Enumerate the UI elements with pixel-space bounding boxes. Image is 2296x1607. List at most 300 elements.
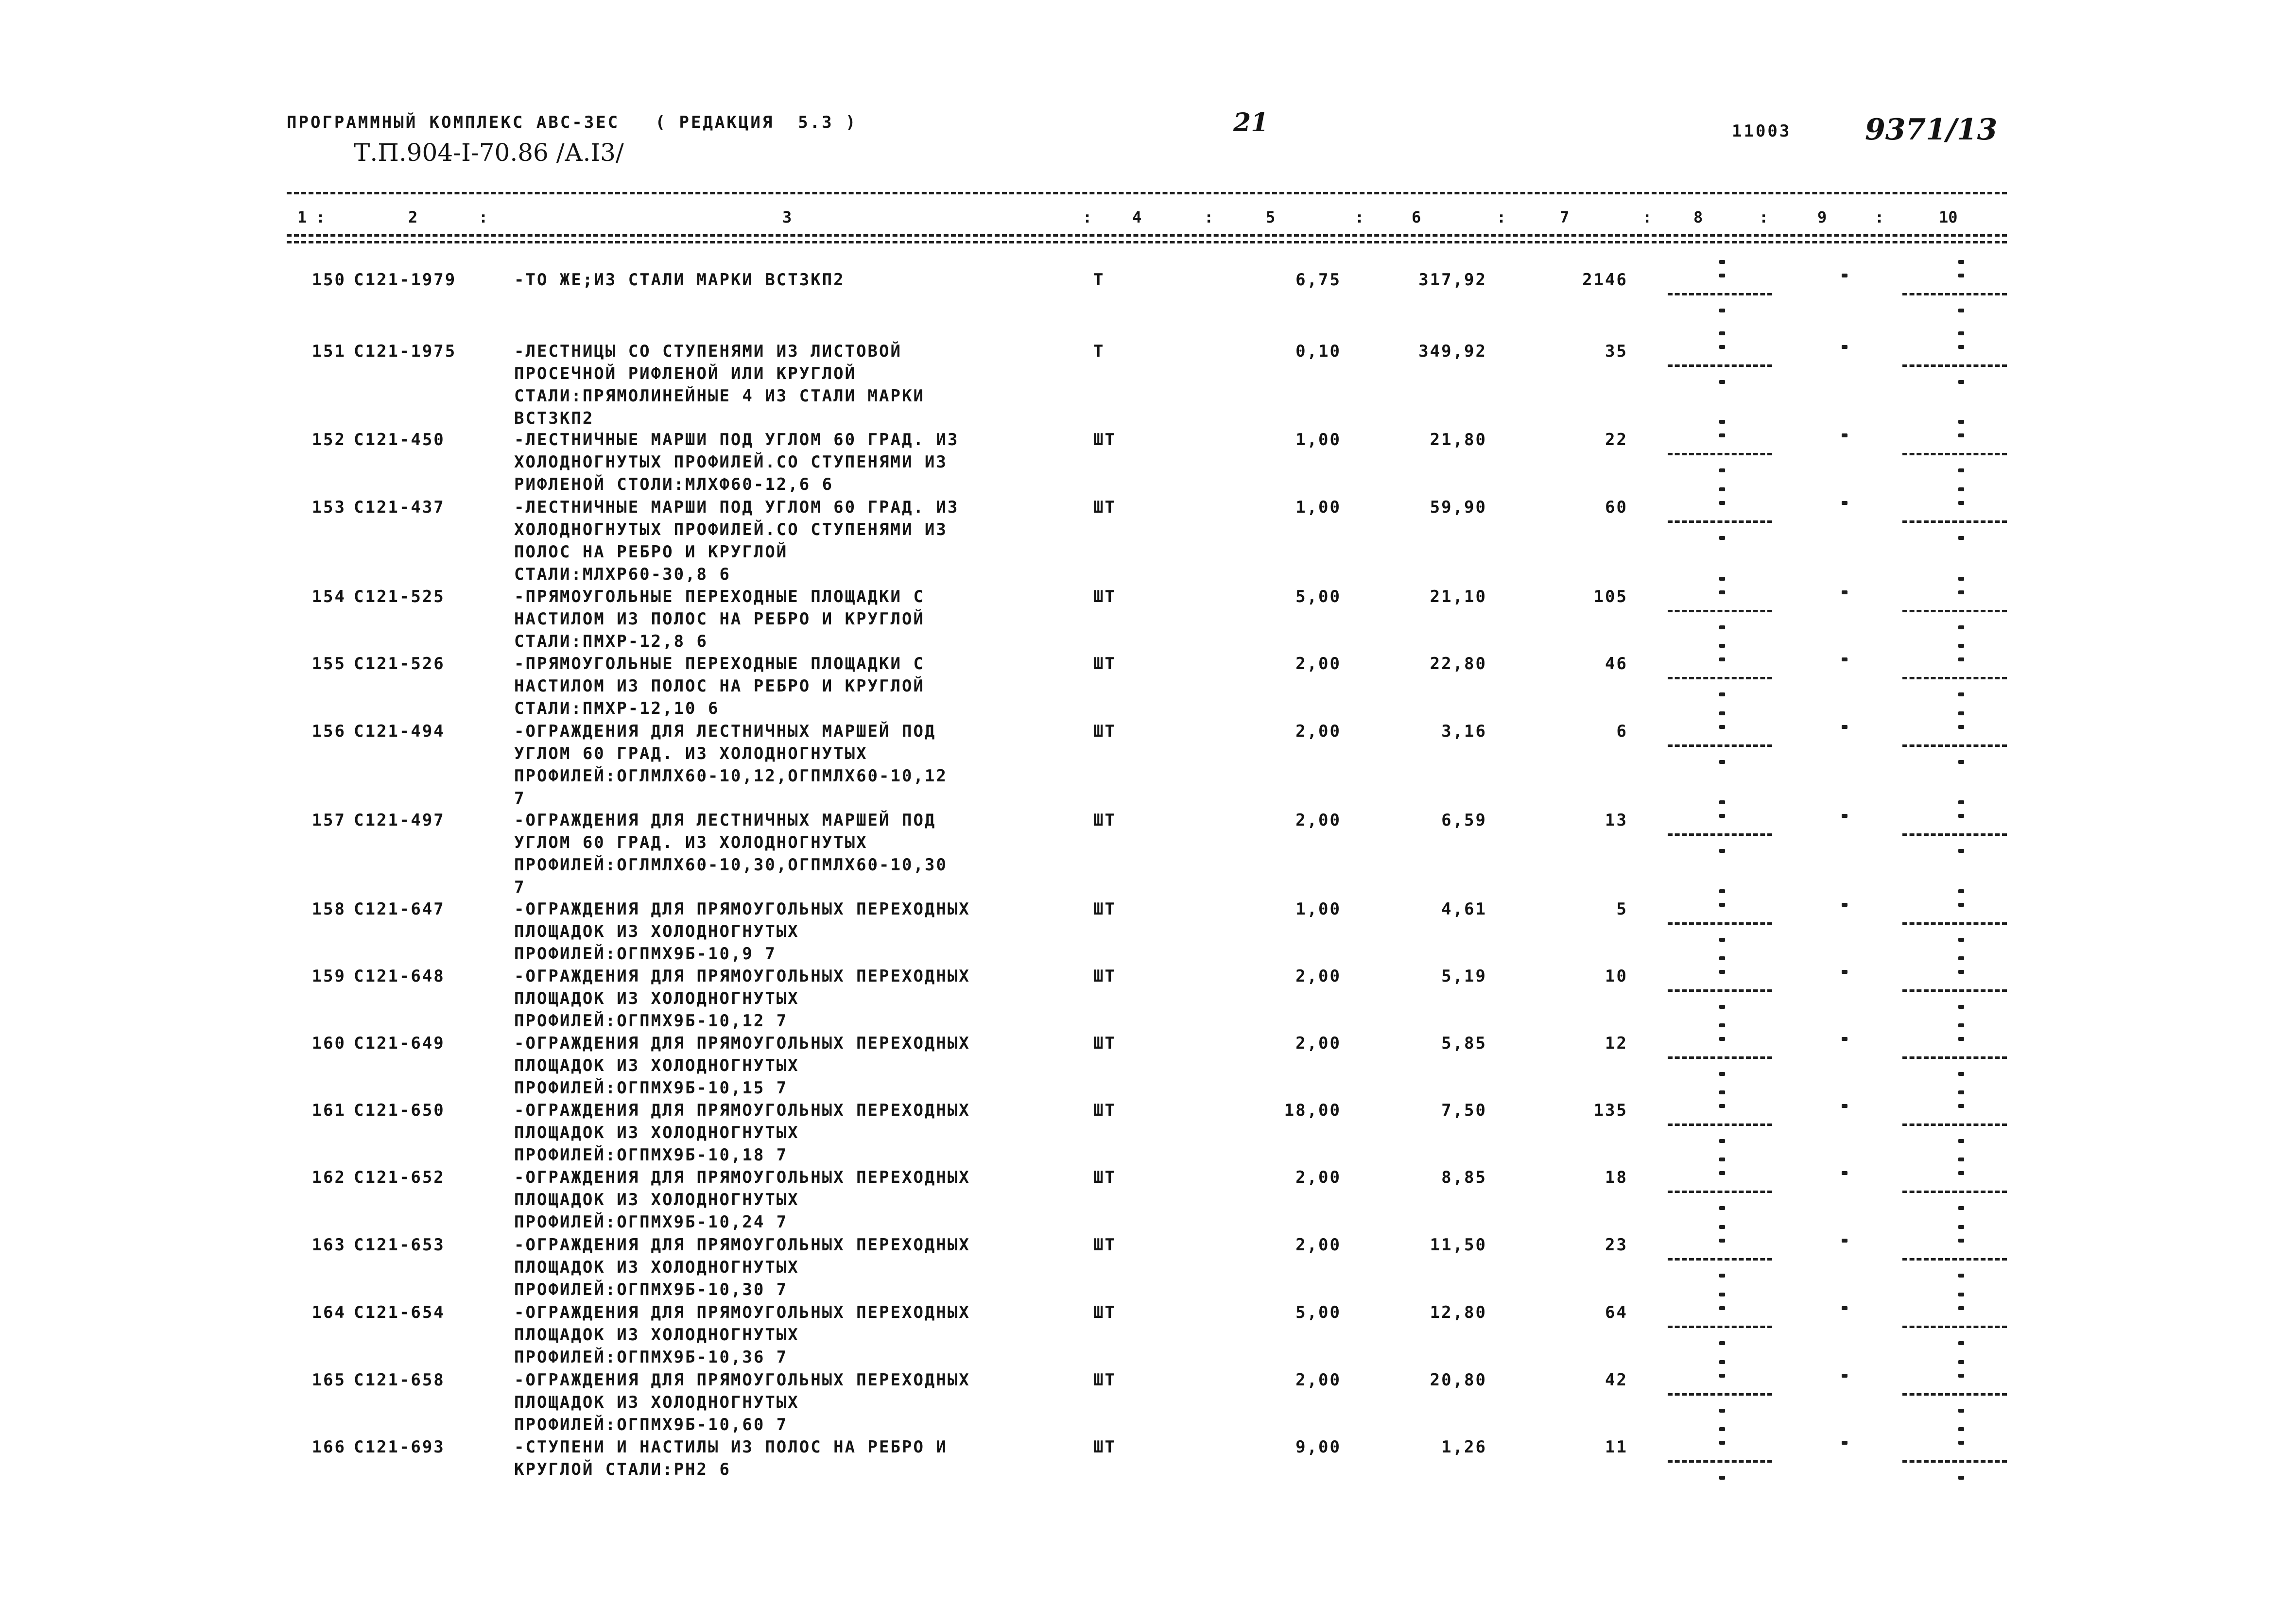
empty-marker — [1719, 1374, 1725, 1378]
empty-marker — [1719, 1206, 1725, 1210]
unit-price: 5,19 — [1441, 967, 1487, 986]
empty-marker — [1842, 1171, 1847, 1175]
empty-marker — [1842, 1306, 1847, 1310]
description-line: -ОГРАЖДЕНИЯ ДЛЯ ПРЯМОУГОЛЬНЫХ ПЕРЕХОДНЫХ — [514, 967, 970, 986]
unit: ШТ — [1093, 1034, 1116, 1053]
subtotal-rule — [1902, 744, 2007, 747]
empty-marker — [1719, 331, 1725, 335]
empty-marker — [1719, 487, 1725, 491]
subtotal-rule — [1668, 1393, 1772, 1396]
subtotal-rule — [1668, 677, 1772, 679]
sheet-number: 9371/13 — [1865, 113, 1998, 147]
empty-marker — [1719, 1072, 1725, 1076]
description-line: ПРОФИЛЕЙ:ОГПМХ9Б-10,9 7 — [514, 944, 777, 964]
empty-marker — [1719, 536, 1725, 540]
unit-price: 349,92 — [1418, 342, 1487, 361]
subtotal-rule — [1902, 520, 2007, 523]
description-line: -ОГРАЖДЕНИЯ ДЛЯ ПРЯМОУГОЛЬНЫХ ПЕРЕХОДНЫХ — [514, 1168, 970, 1187]
empty-marker — [1958, 725, 1964, 729]
empty-marker — [1719, 903, 1725, 907]
total-cost: 23 — [1605, 1235, 1628, 1255]
empty-marker — [1958, 1037, 1964, 1041]
empty-marker — [1958, 970, 1964, 974]
page-number: 21 — [1233, 108, 1269, 138]
unit: ШТ — [1093, 1303, 1116, 1322]
total-cost: 11 — [1605, 1437, 1628, 1457]
quantity: 2,00 — [1295, 967, 1341, 986]
empty-marker — [1719, 1104, 1725, 1108]
rate-code: С121-1975 — [354, 342, 457, 361]
subtotal-rule — [1668, 293, 1772, 295]
unit-price: 21,10 — [1430, 587, 1487, 606]
empty-marker — [1958, 260, 1964, 264]
empty-marker — [1958, 692, 1964, 696]
empty-marker — [1958, 487, 1964, 491]
row-number: 154 — [311, 587, 346, 606]
rate-code: С121-525 — [354, 587, 445, 606]
col-separator: : — [1204, 208, 1214, 226]
row-number: 165 — [311, 1370, 346, 1390]
quantity: 2,00 — [1295, 1370, 1341, 1390]
empty-marker — [1719, 657, 1725, 661]
description-line: -ОГРАЖДЕНИЯ ДЛЯ ПРЯМОУГОЛЬНЫХ ПЕРЕХОДНЫХ — [514, 1235, 970, 1255]
unit-price: 5,85 — [1441, 1034, 1487, 1053]
empty-marker — [1958, 331, 1964, 335]
rate-code: С121-652 — [354, 1168, 445, 1187]
unit: Т — [1093, 342, 1105, 361]
rate-code: С121-654 — [354, 1303, 445, 1322]
row-number: 160 — [311, 1034, 346, 1053]
empty-marker — [1719, 956, 1725, 960]
empty-marker — [1719, 1171, 1725, 1175]
empty-marker — [1958, 800, 1964, 804]
quantity: 0,10 — [1295, 342, 1341, 361]
col-header: 1 — [297, 208, 307, 226]
subtotal-rule — [1902, 1393, 2007, 1396]
empty-marker — [1958, 1274, 1964, 1278]
quantity: 1,00 — [1295, 498, 1341, 517]
subtotal-rule — [1668, 1460, 1772, 1463]
row-number: 153 — [311, 498, 346, 517]
total-cost: 10 — [1605, 967, 1628, 986]
description-line: УГЛОМ 60 ГРАД. ИЗ ХОЛОДНОГНУТЫХ — [514, 833, 868, 852]
subtotal-rule — [1902, 677, 2007, 679]
description-line: СТАЛИ:ПМХР-12,8 6 — [514, 632, 708, 651]
empty-marker — [1842, 1374, 1847, 1378]
empty-marker — [1958, 657, 1964, 661]
col-header: 5 — [1266, 208, 1276, 226]
empty-marker — [1958, 433, 1964, 437]
unit: ШТ — [1093, 587, 1116, 606]
empty-marker — [1958, 938, 1964, 942]
subtotal-rule — [1668, 922, 1772, 925]
total-cost: 105 — [1593, 587, 1628, 606]
unit: Т — [1093, 270, 1105, 290]
empty-marker — [1719, 590, 1725, 594]
empty-marker — [1958, 380, 1964, 384]
description-line: ХОЛОДНОГНУТЫХ ПРОФИЛЕЙ.СО СТУПЕНЯМИ ИЗ — [514, 452, 948, 472]
empty-marker — [1842, 725, 1847, 729]
subtotal-rule — [1902, 364, 2007, 367]
empty-marker — [1842, 501, 1847, 505]
empty-marker — [1958, 1239, 1964, 1243]
description-line: ПРОФИЛЕЙ:ОГПМХ9Б-10,24 7 — [514, 1212, 788, 1232]
document-code: 11003 — [1732, 121, 1792, 141]
empty-marker — [1842, 1037, 1847, 1041]
empty-marker — [1719, 970, 1725, 974]
rate-code: С121-647 — [354, 899, 445, 919]
description-line: -ОГРАЖДЕНИЯ ДЛЯ ПРЯМОУГОЛЬНЫХ ПЕРЕХОДНЫХ — [514, 1370, 970, 1390]
empty-marker — [1958, 760, 1964, 764]
col-separator: : — [479, 208, 488, 226]
rate-code: С121-650 — [354, 1101, 445, 1120]
unit: ШТ — [1093, 498, 1116, 517]
empty-marker — [1842, 970, 1847, 974]
description-line: ПРОФИЛЕЙ:ОГПМХ9Б-10,30 7 — [514, 1280, 788, 1299]
empty-marker — [1958, 536, 1964, 540]
empty-marker — [1958, 1158, 1964, 1161]
description-line: ПРОФИЛЕЙ:ОГПМХ9Б-10,15 7 — [514, 1078, 788, 1098]
empty-marker — [1958, 1206, 1964, 1210]
subtotal-rule — [1668, 610, 1772, 612]
table-top-rule — [287, 192, 2007, 194]
description-line: СТАЛИ:МЛХР60-30,8 6 — [514, 565, 731, 584]
description-line: ПРОФИЛЕЙ:ОГПМХ9Б-10,60 7 — [514, 1415, 788, 1434]
empty-marker — [1719, 1293, 1725, 1296]
empty-marker — [1719, 577, 1725, 581]
empty-marker — [1958, 644, 1964, 648]
total-cost: 64 — [1605, 1303, 1628, 1322]
unit: ШТ — [1093, 1235, 1116, 1255]
description-line: УГЛОМ 60 ГРАД. ИЗ ХОЛОДНОГНУТЫХ — [514, 744, 868, 763]
total-cost: 60 — [1605, 498, 1628, 517]
unit: ШТ — [1093, 1437, 1116, 1457]
empty-marker — [1719, 725, 1725, 729]
description-line: -ОГРАЖДЕНИЯ ДЛЯ ПРЯМОУГОЛЬНЫХ ПЕРЕХОДНЫХ — [514, 899, 970, 919]
rate-code: С121-1979 — [354, 270, 457, 290]
total-cost: 42 — [1605, 1370, 1628, 1390]
empty-marker — [1958, 274, 1964, 277]
subtotal-rule — [1668, 744, 1772, 747]
description-line: -ОГРАЖДЕНИЯ ДЛЯ ПРЯМОУГОЛЬНЫХ ПЕРЕХОДНЫХ — [514, 1034, 970, 1053]
empty-marker — [1719, 1341, 1725, 1345]
rate-code: С121-658 — [354, 1370, 445, 1390]
unit: ШТ — [1093, 1101, 1116, 1120]
subtotal-rule — [1668, 453, 1772, 455]
empty-marker — [1958, 577, 1964, 581]
subtotal-rule — [1668, 1123, 1772, 1126]
empty-marker — [1958, 625, 1964, 629]
description-line: НАСТИЛОМ ИЗ ПОЛОС НА РЕБРО И КРУГЛОЙ — [514, 676, 925, 696]
description-line: 7 — [514, 878, 526, 897]
subtotal-rule — [1902, 1460, 2007, 1463]
unit: ШТ — [1093, 430, 1116, 449]
description-line: -ЛЕСТНИЧНЫЕ МАРШИ ПОД УГЛОМ 60 ГРАД. ИЗ — [514, 430, 959, 449]
total-cost: 2146 — [1582, 270, 1628, 290]
empty-marker — [1958, 420, 1964, 424]
col-separator: : — [1497, 208, 1506, 226]
unit-price: 20,80 — [1430, 1370, 1487, 1390]
subtotal-rule — [1902, 293, 2007, 295]
subtotal-rule — [1668, 989, 1772, 992]
empty-marker — [1719, 1306, 1725, 1310]
empty-marker — [1719, 1005, 1725, 1009]
subtotal-rule — [1902, 1191, 2007, 1193]
unit-price: 11,50 — [1430, 1235, 1487, 1255]
col-header: 3 — [782, 208, 792, 226]
quantity: 9,00 — [1295, 1437, 1341, 1457]
unit: ШТ — [1093, 899, 1116, 919]
unit: ШТ — [1093, 722, 1116, 741]
quantity: 2,00 — [1295, 1034, 1341, 1053]
table-header-rule-2 — [287, 241, 2007, 243]
description-line: 7 — [514, 789, 526, 808]
description-line: ПОЛОС НА РЕБРО И КРУГЛОЙ — [514, 542, 788, 562]
col-header: 2 — [408, 208, 418, 226]
subtotal-rule — [1902, 453, 2007, 455]
quantity: 2,00 — [1295, 811, 1341, 830]
empty-marker — [1719, 1409, 1725, 1413]
rate-code: С121-494 — [354, 722, 445, 741]
description-line: ПРОСЕЧНОЙ РИФЛЕНОЙ ИЛИ КРУГЛОЙ — [514, 364, 857, 383]
empty-marker — [1958, 1427, 1964, 1431]
empty-marker — [1719, 420, 1725, 424]
row-number: 162 — [311, 1168, 346, 1187]
empty-marker — [1958, 1139, 1964, 1143]
rate-code: С121-526 — [354, 654, 445, 674]
empty-marker — [1958, 1374, 1964, 1378]
empty-marker — [1958, 849, 1964, 853]
unit-price: 8,85 — [1441, 1168, 1487, 1187]
total-cost: 12 — [1605, 1034, 1628, 1053]
empty-marker — [1719, 938, 1725, 942]
total-cost: 18 — [1605, 1168, 1628, 1187]
quantity: 2,00 — [1295, 1235, 1341, 1255]
col-separator: : — [1759, 208, 1769, 226]
empty-marker — [1719, 345, 1725, 349]
unit-price: 4,61 — [1441, 899, 1487, 919]
unit-price: 3,16 — [1441, 722, 1487, 741]
subtotal-rule — [1902, 833, 2007, 836]
empty-marker — [1958, 1090, 1964, 1094]
subtotal-rule — [1902, 922, 2007, 925]
quantity: 2,00 — [1295, 654, 1341, 674]
description-line: ПЛОЩАДОК ИЗ ХОЛОДНОГНУТЫХ — [514, 1258, 799, 1277]
empty-marker — [1958, 501, 1964, 505]
rate-code: С121-649 — [354, 1034, 445, 1053]
col-separator: : — [1355, 208, 1364, 226]
quantity: 5,00 — [1295, 587, 1341, 606]
empty-marker — [1719, 1239, 1725, 1243]
empty-marker — [1842, 1104, 1847, 1108]
col-header: 6 — [1412, 208, 1421, 226]
empty-marker — [1958, 1293, 1964, 1296]
empty-marker — [1719, 1090, 1725, 1094]
empty-marker — [1842, 1441, 1847, 1445]
empty-marker — [1719, 1441, 1725, 1445]
unit-price: 59,90 — [1430, 498, 1487, 517]
empty-marker — [1958, 1104, 1964, 1108]
row-number: 157 — [311, 811, 346, 830]
empty-marker — [1842, 274, 1847, 277]
empty-marker — [1958, 1171, 1964, 1175]
description-line: РИФЛЕНОЙ СТОЛИ:МЛХФ60-12,6 6 — [514, 475, 834, 494]
quantity: 1,00 — [1295, 430, 1341, 449]
row-number: 151 — [311, 342, 346, 361]
empty-marker — [1719, 501, 1725, 505]
empty-marker — [1842, 590, 1847, 594]
total-cost: 135 — [1593, 1101, 1628, 1120]
empty-marker — [1958, 345, 1964, 349]
subtotal-rule — [1668, 364, 1772, 367]
empty-marker — [1958, 814, 1964, 818]
subtotal-rule — [1902, 1056, 2007, 1059]
empty-marker — [1719, 1139, 1725, 1143]
col-header: 8 — [1693, 208, 1703, 226]
col-separator: : — [316, 208, 326, 226]
description-line: СТАЛИ:ПМХР-12,10 6 — [514, 699, 720, 718]
quantity: 2,00 — [1295, 722, 1341, 741]
empty-marker — [1958, 1225, 1964, 1229]
rate-code: С121-437 — [354, 498, 445, 517]
col-header: 9 — [1817, 208, 1827, 226]
subtotal-rule — [1668, 520, 1772, 523]
description-line: ПЛОЩАДОК ИЗ ХОЛОДНОГНУТЫХ — [514, 1190, 799, 1210]
empty-marker — [1958, 1306, 1964, 1310]
description-line: ПРОФИЛЕЙ:ОГПМХ9Б-10,36 7 — [514, 1348, 788, 1367]
empty-marker — [1958, 1409, 1964, 1413]
description-line: -СТУПЕНИ И НАСТИЛЫ ИЗ ПОЛОС НА РЕБРО И — [514, 1437, 948, 1457]
description-line: -ТО ЖЕ;ИЗ СТАЛИ МАРКИ ВСТ3КП2 — [514, 270, 845, 290]
empty-marker — [1842, 1239, 1847, 1243]
empty-marker — [1958, 711, 1964, 715]
quantity: 18,00 — [1284, 1101, 1341, 1120]
description-line: ПЛОЩАДОК ИЗ ХОЛОДНОГНУТЫХ — [514, 1393, 799, 1412]
row-number: 152 — [311, 430, 346, 449]
total-cost: 5 — [1616, 899, 1628, 919]
description-line: -ПРЯМОУГОЛЬНЫЕ ПЕРЕХОДНЫЕ ПЛОЩАДКИ С — [514, 587, 925, 606]
unit-price: 317,92 — [1418, 270, 1487, 290]
description-line: ПЛОЩАДОК ИЗ ХОЛОДНОГНУТЫХ — [514, 922, 799, 941]
row-number: 155 — [311, 654, 346, 674]
subtotal-rule — [1902, 989, 2007, 992]
empty-marker — [1842, 903, 1847, 907]
unit: ШТ — [1093, 1168, 1116, 1187]
empty-marker — [1958, 1341, 1964, 1345]
empty-marker — [1719, 814, 1725, 818]
subtotal-rule — [1902, 610, 2007, 612]
rate-code: С121-653 — [354, 1235, 445, 1255]
col-separator: : — [1642, 208, 1652, 226]
empty-marker — [1719, 433, 1725, 437]
empty-marker — [1958, 468, 1964, 472]
unit-price: 7,50 — [1441, 1101, 1487, 1120]
empty-marker — [1958, 1072, 1964, 1076]
empty-marker — [1719, 468, 1725, 472]
total-cost: 22 — [1605, 430, 1628, 449]
subtotal-rule — [1668, 1258, 1772, 1261]
description-line: ПРОФИЛЕЙ:ОГПМХ9Б-10,18 7 — [514, 1145, 788, 1165]
description-line: ПЛОЩАДОК ИЗ ХОЛОДНОГНУТЫХ — [514, 1325, 799, 1345]
description-line: -ОГРАЖДЕНИЯ ДЛЯ ЛЕСТНИЧНЫХ МАРШЕЙ ПОД — [514, 811, 936, 830]
description-line: -ОГРАЖДЕНИЯ ДЛЯ ЛЕСТНИЧНЫХ МАРШЕЙ ПОД — [514, 722, 936, 741]
empty-marker — [1958, 1005, 1964, 1009]
table-header-rule — [287, 234, 2007, 237]
total-cost: 35 — [1605, 342, 1628, 361]
rate-code: С121-648 — [354, 967, 445, 986]
subtotal-rule — [1668, 1056, 1772, 1059]
unit: ШТ — [1093, 811, 1116, 830]
empty-marker — [1719, 1476, 1725, 1480]
empty-marker — [1719, 1274, 1725, 1278]
quantity: 2,00 — [1295, 1168, 1341, 1187]
empty-marker — [1958, 1023, 1964, 1027]
description-line: -ОГРАЖДЕНИЯ ДЛЯ ПРЯМОУГОЛЬНЫХ ПЕРЕХОДНЫХ — [514, 1303, 970, 1322]
description-line: НАСТИЛОМ ИЗ ПОЛОС НА РЕБРО И КРУГЛОЙ — [514, 609, 925, 629]
unit: ШТ — [1093, 654, 1116, 674]
empty-marker — [1719, 625, 1725, 629]
empty-marker — [1842, 345, 1847, 349]
empty-marker — [1958, 309, 1964, 312]
empty-marker — [1719, 309, 1725, 312]
col-header: 10 — [1939, 208, 1958, 226]
description-line: ПРОФИЛЕЙ:ОГЛМЛХ60-10,30,ОГПМЛХ60-10,30 — [514, 855, 948, 875]
row-number: 161 — [311, 1101, 346, 1120]
description-line: ВСТ3КП2 — [514, 409, 594, 428]
empty-marker — [1719, 849, 1725, 853]
empty-marker — [1719, 889, 1725, 893]
description-line: ПРОФИЛЕЙ:ОГПМХ9Б-10,12 7 — [514, 1011, 788, 1031]
unit-price: 6,59 — [1441, 811, 1487, 830]
unit: ШТ — [1093, 967, 1116, 986]
empty-marker — [1958, 956, 1964, 960]
col-header: 7 — [1560, 208, 1570, 226]
description-line: -ЛЕСТНИЧНЫЕ МАРШИ ПОД УГЛОМ 60 ГРАД. ИЗ — [514, 498, 959, 517]
subtotal-rule — [1668, 1191, 1772, 1193]
empty-marker — [1958, 1360, 1964, 1364]
empty-marker — [1958, 1441, 1964, 1445]
empty-marker — [1719, 800, 1725, 804]
description-line: КРУГЛОЙ СТАЛИ:РН2 6 — [514, 1460, 731, 1479]
row-number: 164 — [311, 1303, 346, 1322]
col-separator: : — [1875, 208, 1884, 226]
description-line: -ЛЕСТНИЦЫ СО СТУПЕНЯМИ ИЗ ЛИСТОВОЙ — [514, 342, 902, 361]
description-line: ХОЛОДНОГНУТЫХ ПРОФИЛЕЙ.СО СТУПЕНЯМИ ИЗ — [514, 520, 948, 539]
row-number: 156 — [311, 722, 346, 741]
empty-marker — [1719, 1158, 1725, 1161]
row-number: 159 — [311, 967, 346, 986]
empty-marker — [1719, 1037, 1725, 1041]
subtotal-rule — [1902, 1326, 2007, 1328]
row-number: 166 — [311, 1437, 346, 1457]
unit-price: 21,80 — [1430, 430, 1487, 449]
description-line: ПРОФИЛЕЙ:ОГЛМЛХ60-10,12,ОГПМЛХ60-10,12 — [514, 766, 948, 786]
rate-code: С121-693 — [354, 1437, 445, 1457]
empty-marker — [1958, 889, 1964, 893]
empty-marker — [1719, 1023, 1725, 1027]
quantity: 1,00 — [1295, 899, 1341, 919]
empty-marker — [1719, 1427, 1725, 1431]
description-line: СТАЛИ:ПРЯМОЛИНЕЙНЫЕ 4 ИЗ СТАЛИ МАРКИ — [514, 386, 925, 406]
unit-price: 12,80 — [1430, 1303, 1487, 1322]
empty-marker — [1842, 433, 1847, 437]
empty-marker — [1719, 711, 1725, 715]
empty-marker — [1958, 1476, 1964, 1480]
rate-code: С121-450 — [354, 430, 445, 449]
subtotal-rule — [1902, 1258, 2007, 1261]
quantity: 6,75 — [1295, 270, 1341, 290]
empty-marker — [1719, 1225, 1725, 1229]
